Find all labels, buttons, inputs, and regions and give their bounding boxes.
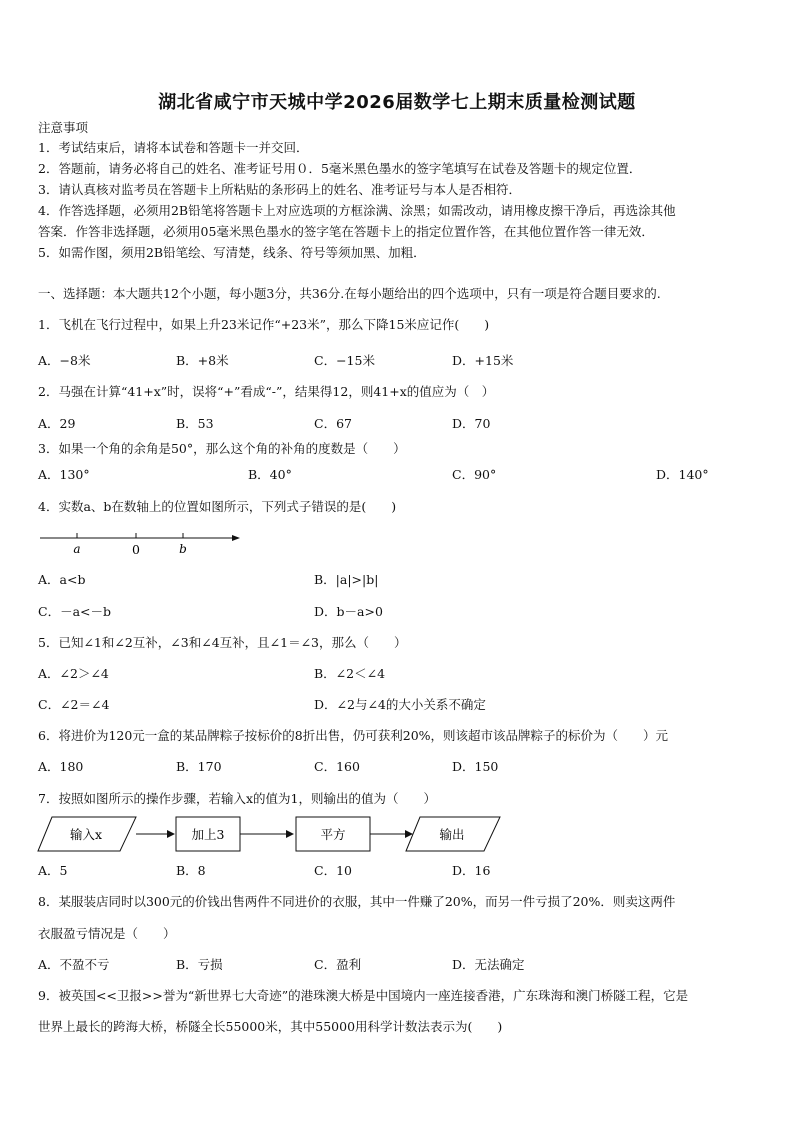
notice-heading: 注意事项 xyxy=(38,120,89,135)
question-9-stem: 9．被英国<<卫报>>誉为“新世界七大奇迹”的港珠澳大桥是中国境内一座连接香港，广东珠海和澳门桥隧工程，它是 xyxy=(38,988,689,1003)
flow-add-label: 加上3 xyxy=(191,827,225,842)
notice-item: 2．答题前，请务必将自己的姓名、准考证号用０．5毫米黑色墨水的签字笔填写在试卷及答题卡的规定位置． xyxy=(38,161,642,176)
q3-option-c[interactable]: C．90° xyxy=(452,467,497,482)
question-8-stem: 8．某服装店同时以300元的价钱出售两件不同进价的衣服，其中一件赚了20%，而另一件亏损了20%．则卖这两件 xyxy=(38,894,676,909)
arrow-head-icon xyxy=(232,535,240,541)
q7-option-d[interactable]: D．16 xyxy=(452,863,491,878)
question-4-stem: 4．实数a、b在数轴上的位置如图所示，下列式子错误的是( ) xyxy=(38,499,397,514)
notice-item: 4．作答选择题，必须用2B铅笔将答题卡上对应选项的方框涂满、涂黑；如需改动，请用橡皮擦干净后，再选涂其他 xyxy=(38,203,676,218)
q7-option-c[interactable]: C．10 xyxy=(314,863,352,878)
q5-option-a[interactable]: A．∠2＞∠4 xyxy=(38,666,109,681)
q2-option-b[interactable]: B．53 xyxy=(176,416,214,431)
notice-item: 5．如需作图，须用2B铅笔绘、写清楚，线条、符号等须加黑、加粗． xyxy=(38,245,426,260)
q4-option-c[interactable]: C．－a<－b xyxy=(38,604,111,619)
q1-option-c[interactable]: C．−15米 xyxy=(314,353,375,368)
notice-item: 答案．作答非选择题，必须用05毫米黑色墨水的签字笔在答题卡上的指定位置作答，在其他位置作答一律无效． xyxy=(38,224,654,239)
q2-option-a[interactable]: A．29 xyxy=(38,416,76,431)
tick-label-a: a xyxy=(73,542,81,556)
q8-option-d[interactable]: D．无法确定 xyxy=(452,957,525,972)
q5-option-b[interactable]: B．∠2＜∠4 xyxy=(314,666,386,681)
question-7-stem: 7．按照如图所示的操作步骤，若输入x的值为1，则输出的值为（ ） xyxy=(38,791,436,806)
q8-option-c[interactable]: C．盈利 xyxy=(314,957,362,972)
q6-option-a[interactable]: A．180 xyxy=(38,759,84,774)
flow-square-label: 平方 xyxy=(320,827,346,842)
number-line-figure xyxy=(36,526,246,560)
q5-option-d[interactable]: D．∠2与∠4的大小关系不确定 xyxy=(314,697,486,712)
question-8-stem-cont: 衣服盈亏情况是（ ） xyxy=(38,926,176,941)
q5-option-c[interactable]: C．∠2＝∠4 xyxy=(38,697,110,712)
q6-option-c[interactable]: C．160 xyxy=(314,759,360,774)
q2-option-c[interactable]: C．67 xyxy=(314,416,352,431)
q7-option-b[interactable]: B．8 xyxy=(176,863,206,878)
flow-input-label: 输入x xyxy=(69,827,103,842)
q3-option-b[interactable]: B．40° xyxy=(248,467,292,482)
notice-item: 1．考试结束后，请将本试卷和答题卡一并交回． xyxy=(38,140,309,155)
flow-output-label: 输出 xyxy=(439,827,465,842)
q8-option-b[interactable]: B．亏损 xyxy=(176,957,223,972)
question-5-stem: 5．已知∠1和∠2互补，∠3和∠4互补，且∠1＝∠3，那么（ ） xyxy=(38,635,407,650)
question-2-stem: 2．马强在计算“41+x”时，误将“+”看成“-”，结果得12，则41+x的值应为（ ） xyxy=(38,384,495,399)
q1-option-d[interactable]: D．+15米 xyxy=(452,353,514,368)
q6-option-d[interactable]: D．150 xyxy=(452,759,499,774)
notice-item: 3．请认真核对监考员在答题卡上所粘贴的条形码上的姓名、准考证号与本人是否相符． xyxy=(38,182,521,197)
question-3-stem: 3．如果一个角的余角是50°，那么这个角的补角的度数是（ ） xyxy=(38,441,406,456)
question-9-stem-cont: 世界上最长的跨海大桥，桥隧全长55000米，其中55000用科学计数法表示为( ) xyxy=(38,1019,503,1034)
q1-option-b[interactable]: B．+8米 xyxy=(176,353,229,368)
q4-option-d[interactable]: D．b－a>0 xyxy=(314,604,383,619)
question-1-stem: 1．飞机在飞行过程中，如果上升23米记作“+23米”，那么下降15米应记作( ) xyxy=(38,317,490,332)
question-6-stem: 6．将进价为120元一盒的某品牌粽子按标价的8折出售，仍可获利20%，则该超市该品牌粽子的标价为（ ）元 xyxy=(38,728,669,743)
q7-option-a[interactable]: A．5 xyxy=(38,863,68,878)
section-heading: 一、选择题：本大题共12个小题，每小题3分，共36分.在每小题给出的四个选项中，只有一项是符合题目要求的. xyxy=(38,286,661,301)
q1-option-a[interactable]: A．−8米 xyxy=(38,353,91,368)
tick-label-0: 0 xyxy=(132,542,140,557)
q6-option-b[interactable]: B．170 xyxy=(176,759,222,774)
tick-label-b: b xyxy=(179,542,187,556)
q3-option-d[interactable]: D．140° xyxy=(656,467,709,482)
q3-option-a[interactable]: A．130° xyxy=(38,467,90,482)
page-title: 湖北省咸宁市天城中学2026届数学七上期末质量检测试题 xyxy=(158,92,636,113)
q4-option-a[interactable]: A．a<b xyxy=(38,572,86,587)
flowchart-figure xyxy=(36,813,506,857)
q2-option-d[interactable]: D．70 xyxy=(452,416,491,431)
q4-option-b[interactable]: B．|a|>|b| xyxy=(314,572,379,587)
q8-option-a[interactable]: A．不盈不亏 xyxy=(38,957,110,972)
